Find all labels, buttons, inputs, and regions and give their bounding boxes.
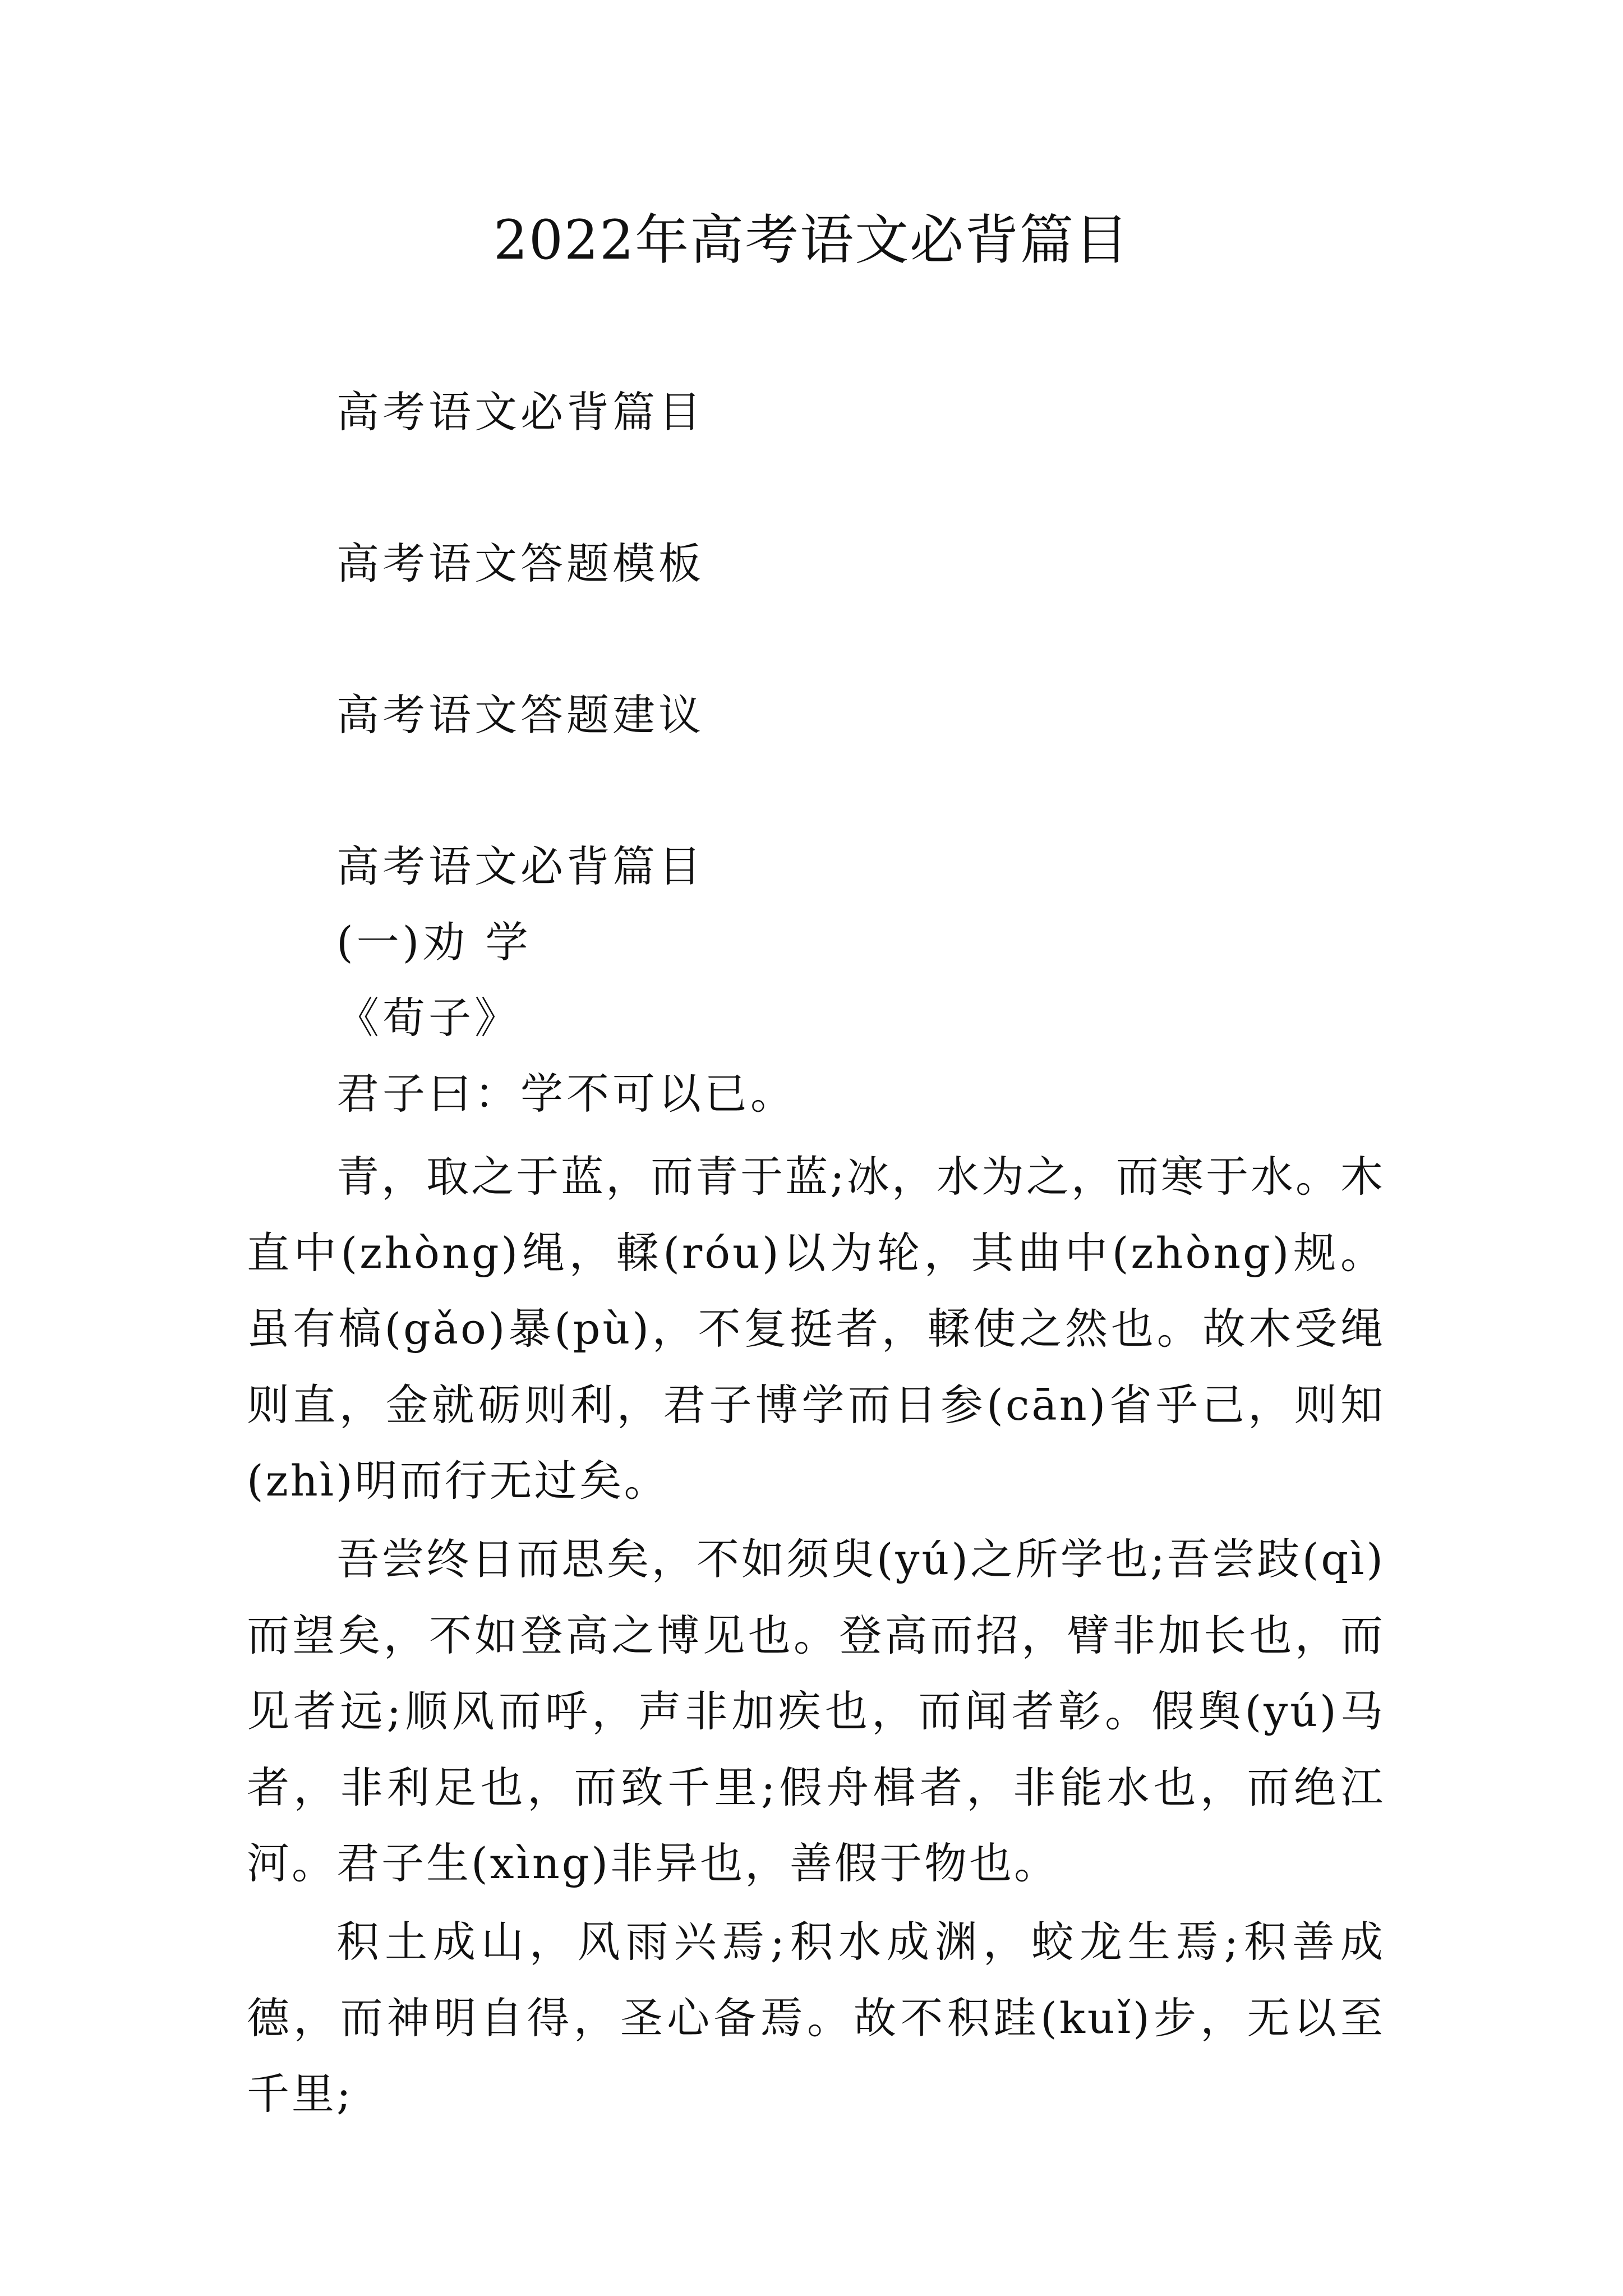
toc-item-answer-advice: 高考语文答题建议 (336, 690, 704, 740)
chapter-heading: (一)劝 学 (336, 917, 532, 967)
paragraph-1: 青，取之于蓝，而青于蓝;冰，水为之，而寒于水。木直中(zhòng)绳，輮(róu)以为轮，其曲中(zhòng)规。虽有槁(gǎo)暴(pù)，不复挺者，輮使之然也。故木受绳则直，金就砺则利，君子博学而日参(cān)省乎己，则知(zhì)明而行无过矣。 (247, 1152, 1385, 1506)
paragraph-2: 吾尝终日而思矣，不如须臾(yú)之所学也;吾尝跂(qì)而望矣，不如登高之博见也。登高而招，臂非加长也，而见者远;顺风而呼，声非加疾也，而闻者彰。假舆(yú)马者，非利足也，而致千里;假舟楫者，非能水也，而绝江河。君子生(xìng)非异也，善假于物也。 (247, 1534, 1385, 1888)
source-citation: 《荀子》 (336, 993, 520, 1043)
document-title: 2022年高考语文必背篇目 (493, 209, 1130, 272)
toc-item-answer-template: 高考语文答题模板 (336, 539, 704, 588)
toc-item-must-recite: 高考语文必背篇目 (336, 387, 704, 437)
opening-sentence: 君子曰：学不可以已。 (336, 1069, 796, 1119)
paragraph-3: 积土成山，风雨兴焉;积水成渊，蛟龙生焉;积善成德，而神明自得，圣心备焉。故不积跬(kuǐ)步，无以至千里; (247, 1917, 1385, 2119)
section-heading: 高考语文必背篇目 (336, 841, 704, 891)
